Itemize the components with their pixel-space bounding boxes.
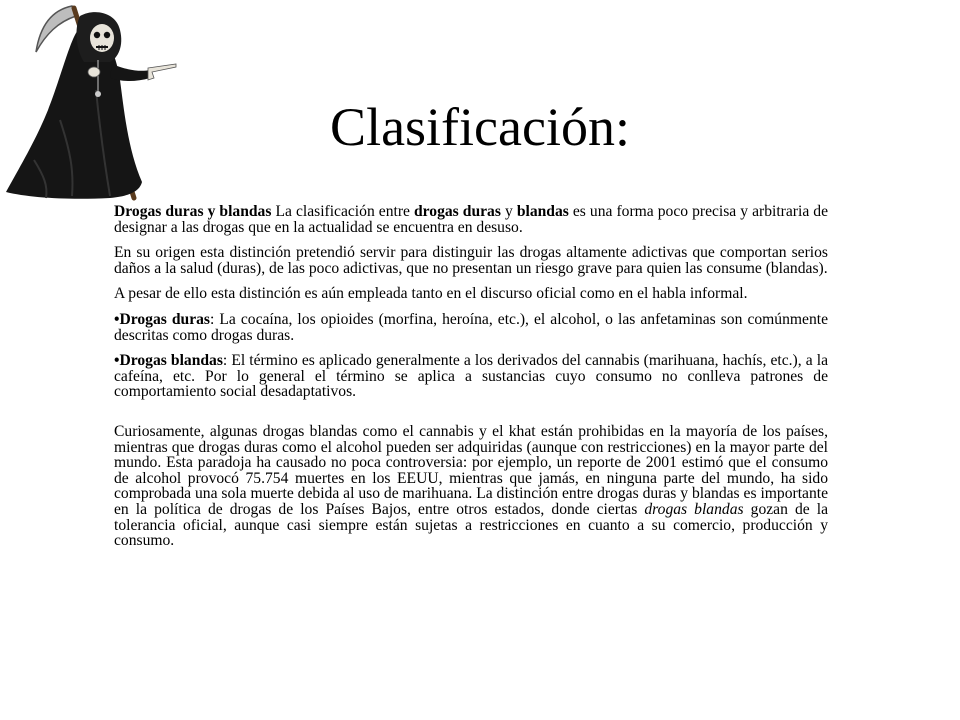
- paradox-paragraph: [114, 424, 828, 549]
- text-fragment: La clasificación entre: [271, 203, 414, 220]
- text-fragment: y: [500, 203, 517, 220]
- bullet-label: •Drogas duras: [114, 310, 210, 328]
- usage-paragraph: A pesar de ello esta distinción es aún empleada tanto en el discurso oficial como en el habla informal.: [114, 285, 748, 303]
- origin-paragraph: En su origen esta distinción pretendió servir para distinguir las drogas altamente adictivas que comportan serios daños a la salud (duras), de las poco adictivas, que no presentan un riesgo grave para quien las consume (blandas).: [114, 244, 828, 277]
- bullet-text: : El término es aplicado generalmente a los derivados del cannabis (marihuana, hachís, etc.), a la cafeína, etc. Por lo general el término se aplica a sustancias cuyo consumo no conlleva patrones de comportamiento social desadaptativos.: [114, 352, 828, 401]
- bullet-text: : La cocaína, los opioides (morfina, heroína, etc.), el alcohol, o las anfetaminas son comúnmente descritas como drogas duras.: [114, 310, 828, 344]
- slide-title: Clasificación:: [330, 97, 630, 157]
- text-fragment: Curiosamente, algunas drogas blandas como el cannabis y el khat están prohibidas en la mayoría de los países, mientras que drogas duras como el alcohol pueden ser adquiridas (aunque con restricciones) en la mayor parte del mundo. Esta paradoja ha causado no poca controversia: por ejemplo, un reporte de 2001 estimó que el consumo de alcohol provocó 75.754 muertes en los EEUU, mientras que jamás, en ninguna parte del mundo, ha sido comprobada una sola muerte debida al uso de marihuana. La distinción entre drogas duras y blandas es importante en la política de drogas de los Países Bajos, entre otros estados, donde ciertas: [114, 422, 828, 518]
- intro-paragraph: [114, 204, 828, 235]
- soft-drugs-bullet: [114, 353, 828, 400]
- italic-term: drogas blandas: [644, 500, 744, 518]
- term-hard: drogas duras: [413, 203, 501, 220]
- term-hard-soft: Drogas duras y blandas: [114, 203, 272, 220]
- text-fragment: es una forma poco precisa y arbitraria de designar a las drogas que en la actualidad se encuentra en desuso.: [114, 203, 828, 236]
- text-fragment: gozan de la tolerancia oficial, aunque casi siempre están sujetas a restricciones en cuanto a su comercio, producción y consumo.: [114, 500, 829, 550]
- slide-body: [114, 204, 828, 559]
- hard-drugs-bullet: [114, 312, 828, 343]
- bullet-label: •Drogas blandas: [114, 352, 223, 370]
- term-soft: blandas: [516, 203, 569, 220]
